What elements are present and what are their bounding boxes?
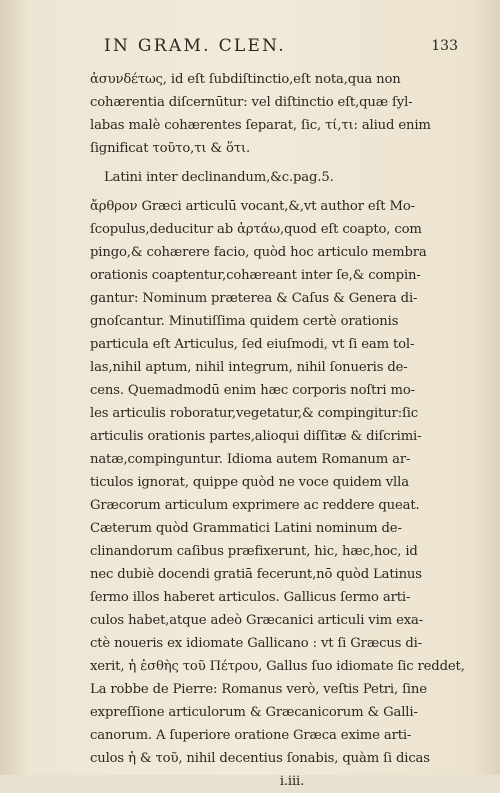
text-line: las,nihil aptum, nihil integrum, nihil ſonueris de- (90, 360, 408, 375)
text-line: orationis coaptentur,cohæreant inter ſe,& compin- (90, 268, 421, 283)
text-line: ſermo illos haberet articulos. Gallicus ſermo arti- (90, 590, 411, 605)
text-line: ἀσυνδέτως, id eſt ſubdiſtinctio,eſt nota,qua non (90, 72, 401, 87)
text-line: labas malè cohærentes ſeparat, ſic, τί,τι: aliud enim (90, 118, 431, 133)
text-line: clinandorum caſibus præfixerunt, hic, hæc,hoc, id (90, 544, 418, 559)
text-line: xerit, ἡ ἐσθὴς τοῦ Πέτρου, Gallus ſuo idiomate ſic reddet, (90, 659, 465, 674)
text-line: La robbe de Pierre: Romanus verò, veſtis Petri, ſine (90, 682, 427, 697)
text-line: ticulos ignorat, quippe quòd ne voce quidem vlla (90, 475, 409, 490)
text-line: gnoſcantur. Minutiſſima quidem certè orationis (90, 314, 399, 329)
text-line: ἄρθρον Græci articulū vocant,&,vt author eſt Mo- (90, 199, 415, 214)
text-line: Cæterum quòd Grammatici Latini nominum de- (90, 521, 402, 536)
text-line: gantur: Nominum præterea & Caſus & Genera di- (90, 291, 418, 306)
text-line: ſcopulus,deducitur ab ἀρτάω,quod eſt coapto, com (90, 222, 422, 237)
text-line: culos ἡ & τοῦ, nihil decentius ſonabis, quàm ſi dicas (90, 751, 430, 766)
page-number: 133 (431, 38, 458, 54)
section-heading: Latini inter declinandum,&c.pag.5. (104, 170, 334, 185)
text-block (90, 68, 465, 793)
text-line: particula eſt Articulus, ſed eiuſmodi, vt ſi eam tol- (90, 337, 415, 352)
signature-mark: i.iii. (279, 774, 305, 789)
text-line: pingo,& cohærere facio, quòd hoc articulo membra (90, 245, 427, 260)
text-line: culos habet,atque adeò Græcanici articuli vim exa- (90, 613, 424, 628)
text-line: expreſſione articulorum & Græcanicorum & Galli- (90, 705, 418, 720)
running-head: IN GRAM. CLEN. (104, 36, 286, 56)
text-line: ctè noueris ex idiomate Gallicano : vt ſi Græcus di- (90, 636, 422, 651)
text-line: cohærentia diſcernūtur: vel diſtinctio eſt,quæ ſyl- (90, 95, 413, 110)
text-line: natæ,compinguntur. Idioma autem Romanum ar- (90, 452, 411, 467)
text-line: cens. Quemadmodū enim hæc corporis noſtri mo- (90, 383, 415, 398)
text-line: ſignificat τοῦτο,τι & ὅτι. (90, 141, 251, 156)
text-line: Græcorum articulum exprimere ac reddere queat. (90, 498, 420, 513)
text-line: articulis orationis partes,alioqui diſſitæ & diſcrimi- (90, 429, 422, 444)
text-line: canorum. A ſuperiore oratione Græca exime arti- (90, 728, 412, 743)
page-header (90, 36, 458, 58)
text-line: nec dubiè docendi gratiā fecerunt,nō quòd Latinus (90, 567, 422, 582)
text-line: les articulis roboratur,vegetatur,& compingitur:ſic (90, 406, 419, 421)
